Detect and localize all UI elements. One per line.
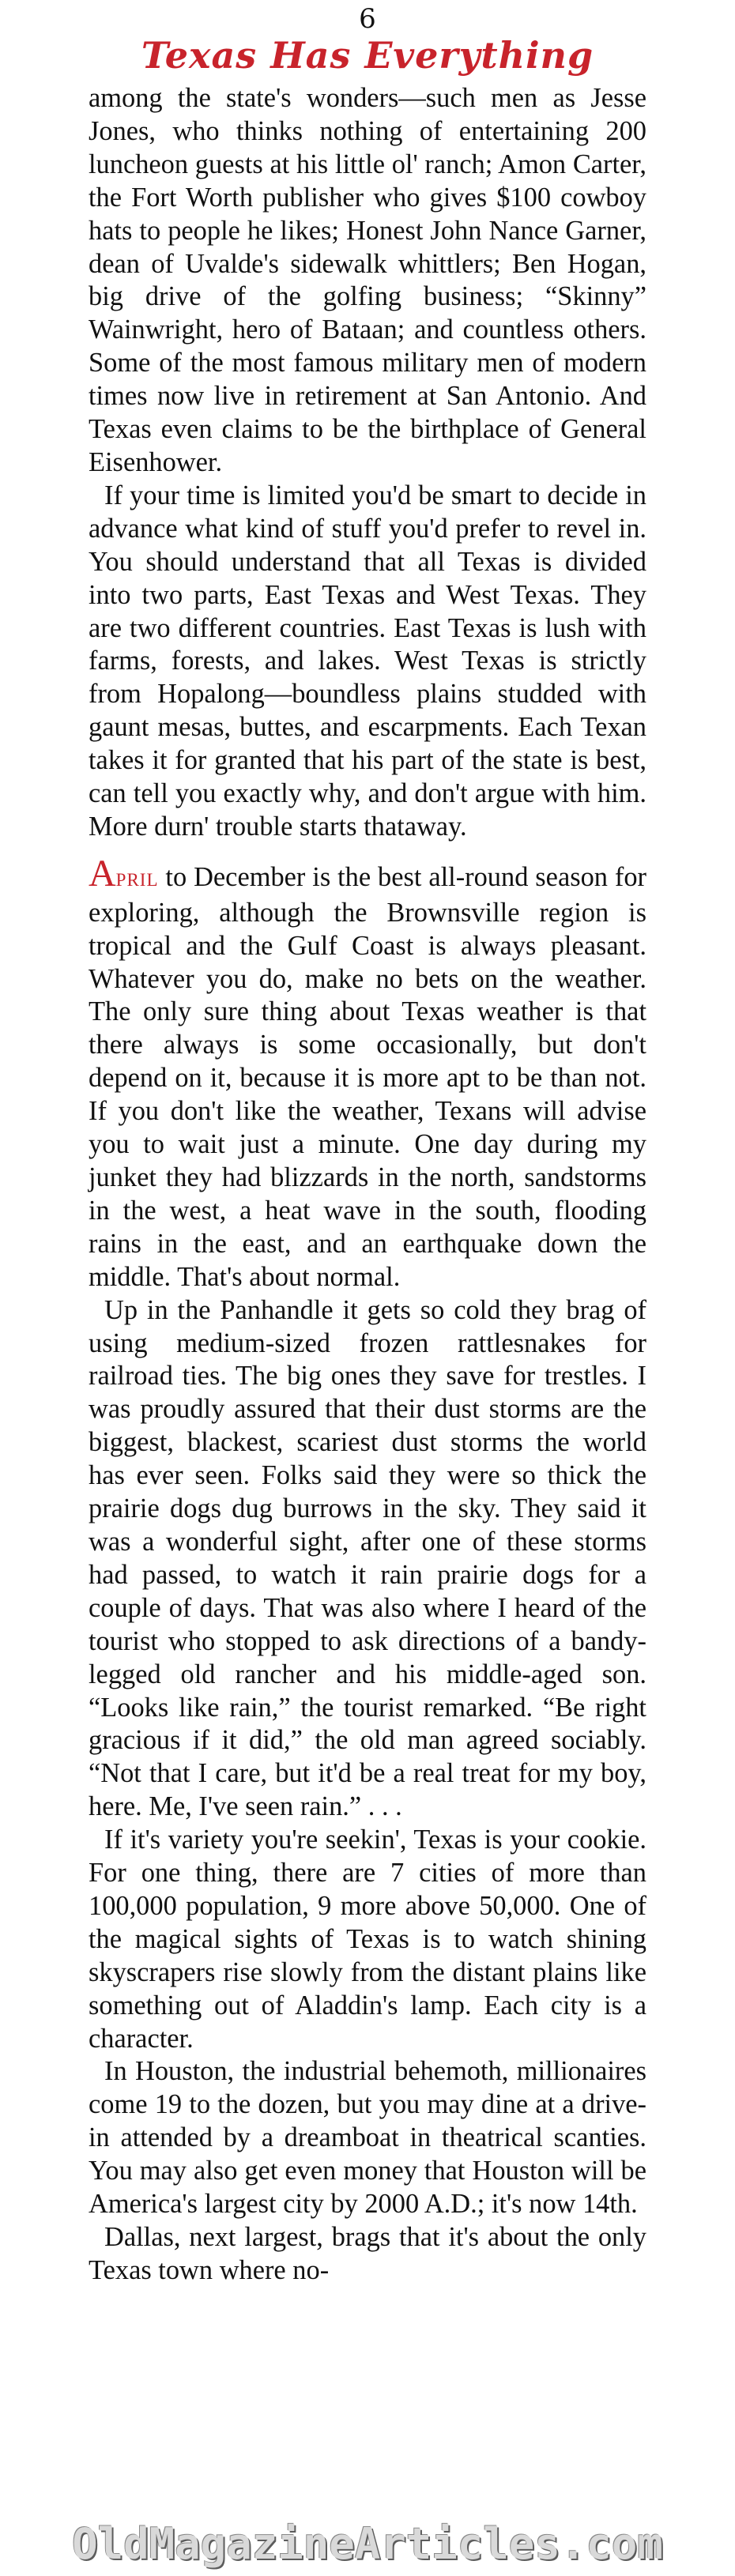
small-caps-lead: PRIL [115,869,159,890]
running-title: Texas Has Everything [141,34,594,77]
paragraph-5: If it's variety you're seekin', Texas is your cookie. For one thing, there are 7 cities of more than 100,000 population, 9 more above 50,000. One of the magical sights of Texas is to watch shining skyscrapers rise slowly from the distant plains like something out of Aladdin's lamp. Each city is a character. [89,1825,646,2054]
page-number: 6 [359,3,376,35]
article-column [89,82,646,2288]
paragraph-3 [89,852,646,1294]
paragraph-3-text: to December is the best all-round season for exploring, although the Brownsville region is tropical and the Gulf Coast is always pleasant. Whatever you do, make no bets on the weather. The only sure thing about Texas weather is that there always is some occasionally, but don't depend on it, because it is more apt to be than not. If you don't like the weather, Texans will advise you to wait just a minute. One day during my junket they had blizzards in the north, sandstorms in the west, a heat wave in the south, flooding rains in the east, and an earthquake down the middle. That's about normal. [89,861,646,1292]
paragraph-2: If your time is limited you'd be smart to decide in advance what kind of stuff you'd prefer to revel in. You should understand that all Texas is divided into two parts, East Texas and West Texas. They are two different countries. East Texas is lush with farms, forests, and lakes. West Texas is strictly from Hopalong—boundless plains studded with gaunt mesas, buttes, and escarpments. Each Texan takes it for granted that his part of the state is best, can tell you exactly why, and don't argue with him. More durn' trouble starts thataway. [89,480,646,842]
paragraph-4: Up in the Panhandle it gets so cold they brag of using medium-sized frozen rattlesnakes for railroad ties. The big ones they save for trestles. I was proudly assured that their dust storms are the biggest, blackest, scariest dust storms the world has ever seen. Folks said they were so thick the prairie dogs dug burrows in the sky. They said it was a wonderful sight, after one of these storms had passed, to watch it rain prairie dogs for a couple of days. That was also where I heard of the tourist who stopped to ask directions of a bandy-legged old rancher and his middle-aged son. “Looks like rain,” the tourist remarked. “Be right gracious if it did,” the old man agreed sociably. “Not that I care, but it'd be a real treat for my boy, here. Me, I've seen rain.” . . . [89,1294,646,1822]
footer [0,2510,735,2576]
paragraph-7: Dallas, next largest, brags that it's about the only Texas town where no- [89,2222,646,2285]
site-watermark[interactable]: OldMagazineArticles.com [72,2519,663,2569]
drop-cap: A [89,852,116,894]
paragraph-1: among the state's wonders—such men as Jesse Jones, who thinks nothing of entertaining 200 luncheon guests at his little ol' ranch; Amon Carter, the Fort Worth publisher who gives $100 cowboy hats to people he likes; Honest John Nance Garner, dean of Uvalde's sidewalk whittlers; Ben Hogan, big drive of the golfing business; “Skinny” Wainwright, hero of Bataan; and countless others. Some of the most famous military men of modern times now live in retirement at San Antonio. And Texas even claims to be the birthplace of General Eisenhower. [89,83,646,477]
paragraph-6: In Houston, the industrial behemoth, millionaires come 19 to the dozen, but you may dine at a drive-in attended by a dreamboat in theatrical scanties. You may also get even money that Houston will be America's largest city by 2000 A.D.; it's now 14th. [89,2056,646,2220]
